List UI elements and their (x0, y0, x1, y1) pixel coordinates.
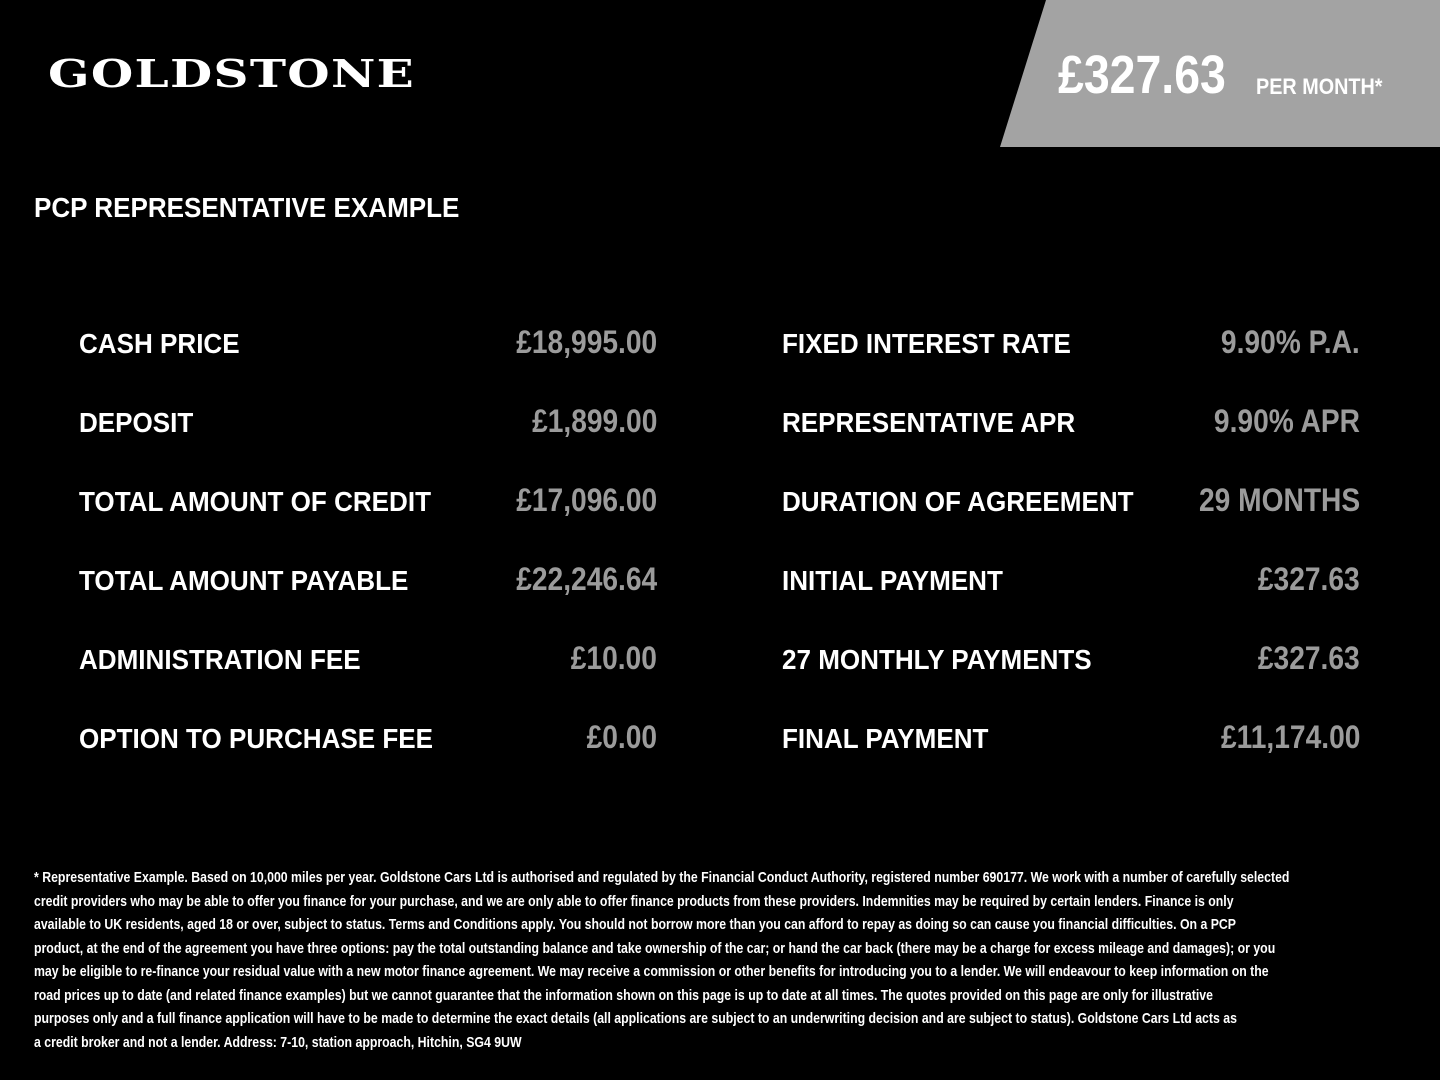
row-value: 29 MONTHS (1198, 482, 1360, 518)
row-value: £22,246.64 (516, 561, 657, 597)
section-heading: PCP REPRESENTATIVE EXAMPLE (34, 192, 460, 223)
disclaimer-line: may be eligible to re-finance your residual value with a new motor finance agreement. We may receive a commission or other benefits for introducing you to a lender. We will endeavour to keep information on the (34, 963, 1269, 980)
legal-disclaimer (34, 866, 1334, 1054)
row-value: £18,995.00 (516, 324, 657, 360)
disclaimer-line: available to UK residents, aged 18 or over, subject to status. Terms and Conditions apply. You should not borrow more than you can afford to repay as doing so can cause you financial difficulties. On a PCP (34, 916, 1236, 933)
row-value: £17,096.00 (516, 482, 657, 518)
row-label: REPRESENTATIVE APR (782, 407, 1076, 438)
finance-row-total-amount-payable (79, 561, 657, 601)
monthly-price-amount: £327.63 (1058, 45, 1226, 105)
disclaimer-line: * Representative Example. Based on 10,000 miles per year. Goldstone Cars Ltd is authorised and regulated by the Financial Conduct Authority, registered number 690177. We work with a number of carefully selected (34, 869, 1290, 886)
row-label: CASH PRICE (79, 328, 240, 359)
disclaimer-line: product, at the end of the agreement you have three options: pay the total outstanding balance and take ownership of the car; or hand the car back (there may be a charge for excess mileage and damages); or you (34, 939, 1276, 957)
goldstone-logo: GOLDSTONE (48, 51, 416, 96)
row-value: £11,174.00 (1220, 719, 1360, 755)
row-value: £10.00 (570, 640, 657, 676)
finance-row-final-payment (782, 719, 1360, 759)
finance-row-representative-apr (782, 403, 1360, 443)
row-label: TOTAL AMOUNT PAYABLE (79, 565, 409, 596)
row-label: FIXED INTEREST RATE (782, 328, 1071, 359)
row-value: 9.90% P.A. (1221, 324, 1360, 360)
finance-row-monthly-payments (782, 640, 1360, 680)
row-label: FINAL PAYMENT (782, 723, 989, 754)
row-label: INITIAL PAYMENT (782, 565, 1003, 596)
row-value: 9.90% APR (1213, 403, 1360, 439)
row-value: £1,899.00 (531, 403, 657, 439)
finance-row-initial-payment (782, 561, 1360, 601)
finance-row-cash-price (79, 324, 657, 364)
row-label: DEPOSIT (79, 407, 194, 438)
disclaimer-line: road prices up to date (and related finance examples) but we cannot guarantee that the information shown on this page is up to date at all times. The quotes provided on this page are only for illustrative (34, 986, 1213, 1004)
finance-row-duration-of-agreement (782, 482, 1360, 522)
row-value: £327.63 (1258, 640, 1360, 676)
row-value: £0.00 (586, 719, 657, 755)
row-label: DURATION OF AGREEMENT (782, 486, 1134, 517)
row-label: OPTION TO PURCHASE FEE (79, 723, 433, 754)
disclaimer-line: credit providers who may be able to offer you finance for your purchase, and we are only able to offer finance products from these providers. Indemnities may be required by certain lenders. Finance is only (34, 892, 1234, 910)
per-month-label: PER MONTH* (1256, 74, 1383, 99)
finance-row-total-amount-of-credit (79, 482, 657, 522)
disclaimer-line: a credit broker and not a lender. Address: 7-10, station approach, Hitchin, SG4 9UW (34, 1033, 522, 1051)
disclaimer-line: purposes only and a full finance application will have to be made to determine the exact details (all applications are subject to an underwriting decision and are subject to status). Goldstone Cars Ltd acts as (34, 1010, 1237, 1027)
row-label: 27 MONTHLY PAYMENTS (782, 644, 1092, 675)
finance-row-deposit (79, 403, 657, 443)
row-label: TOTAL AMOUNT OF CREDIT (79, 486, 432, 517)
row-label: ADMINISTRATION FEE (79, 644, 361, 675)
row-value: £327.63 (1258, 561, 1360, 597)
finance-row-administration-fee (79, 640, 657, 680)
finance-row-option-to-purchase-fee (79, 719, 657, 759)
finance-row-fixed-interest-rate (782, 324, 1360, 364)
